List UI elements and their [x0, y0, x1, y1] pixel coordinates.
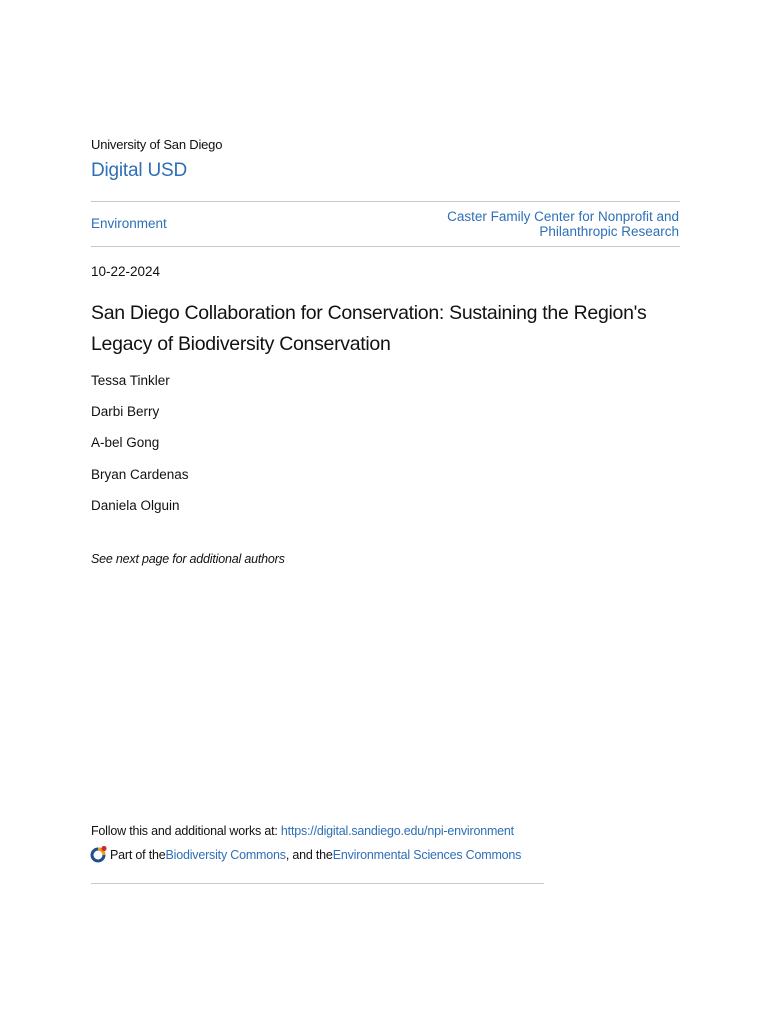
- title-line1: San Diego Collaboration for Conservation: Sustaining the Region's: [91, 302, 647, 324]
- partof-mid: , and the: [285, 848, 333, 862]
- follow-line: [91, 824, 514, 838]
- divider-bottom: [91, 883, 544, 884]
- title-line2: Legacy of Biodiversity Conservation: [91, 333, 391, 355]
- collection-link[interactable]: Environment: [91, 216, 167, 231]
- author-name: Tessa Tinkler: [91, 373, 170, 388]
- document-title: [91, 298, 691, 360]
- center-link-line1: Caster Family Center for Nonprofit and: [447, 209, 679, 224]
- biodiversity-commons-link[interactable]: Biodiversity Commons: [165, 848, 286, 862]
- author-name: Darbi Berry: [91, 404, 160, 419]
- author-name: A-bel Gong: [91, 435, 160, 450]
- center-link-line2: Philanthropic Research: [539, 224, 679, 239]
- center-link[interactable]: [379, 209, 679, 239]
- environmental-sciences-commons-link[interactable]: Environmental Sciences Commons: [332, 848, 522, 862]
- divider-middle: [91, 246, 680, 247]
- institution-name: University of San Diego: [91, 137, 223, 152]
- author-name: Daniela Olguin: [91, 498, 180, 513]
- author-name: Bryan Cardenas: [91, 467, 189, 482]
- partof-prefix: Part of the: [110, 848, 166, 862]
- divider-top: [91, 201, 680, 202]
- repository-link[interactable]: Digital USD: [91, 160, 187, 181]
- bepress-network-icon: [90, 845, 108, 863]
- collection-url-link[interactable]: https://digital.sandiego.edu/npi-environment: [280, 824, 514, 838]
- publication-date: 10-22-2024: [91, 264, 161, 279]
- follow-prefix: Follow this and additional works at:: [91, 824, 281, 838]
- part-of-line: [90, 846, 521, 864]
- additional-authors-note: See next page for additional authors: [91, 552, 285, 566]
